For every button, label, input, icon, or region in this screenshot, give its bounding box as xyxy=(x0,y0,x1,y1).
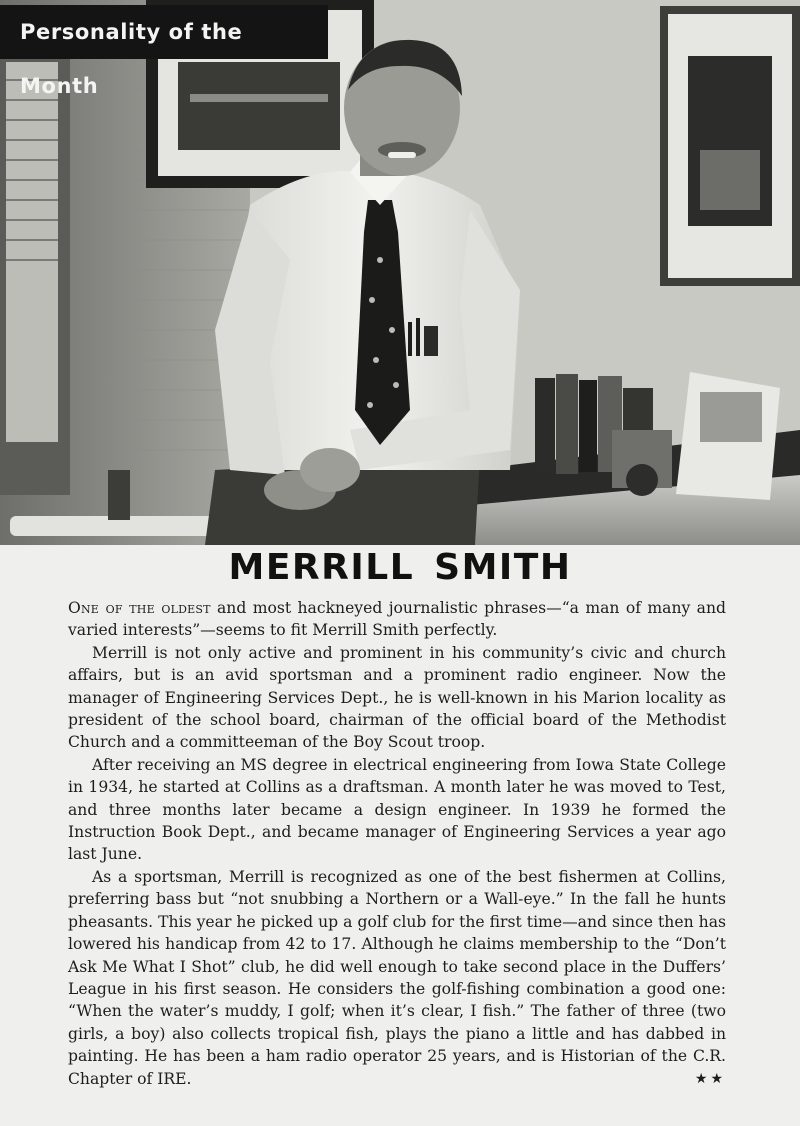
article-paragraph xyxy=(68,754,726,866)
article-paragraph xyxy=(68,597,726,642)
paragraph-text: As a sportsman, Merrill is recognized as one of the best fishermen at Collins, preferring bass but “not snubbing a Northern or a Wall-eye.” In the fall he hunts pheasants. This year he picked up a golf club for the first time—and since then has lowered his handicap from 42 to 17. Although he claims membership to the “Don’t Ask Me What I Shot” club, he did well enough to take second place in the Duffers’ League in his first season. He considers the golf-fishing combination a good one: “When the water’s muddy, I golf; when it’s clear, I fish.” The father of three (two girls, a boy) also collects tropical fish, plays the piano a little and has dabbed in painting. He has been a ham radio operator 25 years, and is Historian of the C.R. Chapter of IRE. xyxy=(68,867,726,1088)
end-mark-stars: ★★ xyxy=(694,1070,726,1087)
paragraph-text: and most hackneyed journalistic phrases—“a man of many and varied interests”—seems to fit Merrill Smith perfectly. xyxy=(68,599,726,640)
article-body xyxy=(68,597,726,1090)
article-paragraph xyxy=(68,642,726,754)
portrait-photo-illustration xyxy=(0,0,800,545)
lead-in: One of the oldest xyxy=(68,599,211,617)
paragraph-text: After receiving an MS degree in electrical engineering from Iowa State College in 1934, he started at Collins as a draftsman. A month later he was moved to Test, and three months later became a design engineer. In 1939 he formed the Instruction Book Dept., and became manager of Engineering Services a year ago last June. xyxy=(68,755,726,864)
paragraph-text: Merrill is not only active and prominent in his community’s civic and church affairs, but is an avid sportsman and a prominent radio engineer. Now the manager of Engineering Services Dept., he is well-known in his Marion locality as president of the school board, chairman of the official board of the Methodist Church and a committeeman of the Boy Scout troop. xyxy=(68,643,726,752)
article-headline: MERRILL SMITH xyxy=(228,547,572,588)
portrait-photo xyxy=(0,0,800,545)
section-label: Personality of the Month xyxy=(0,5,328,59)
article-paragraph xyxy=(68,866,726,1090)
